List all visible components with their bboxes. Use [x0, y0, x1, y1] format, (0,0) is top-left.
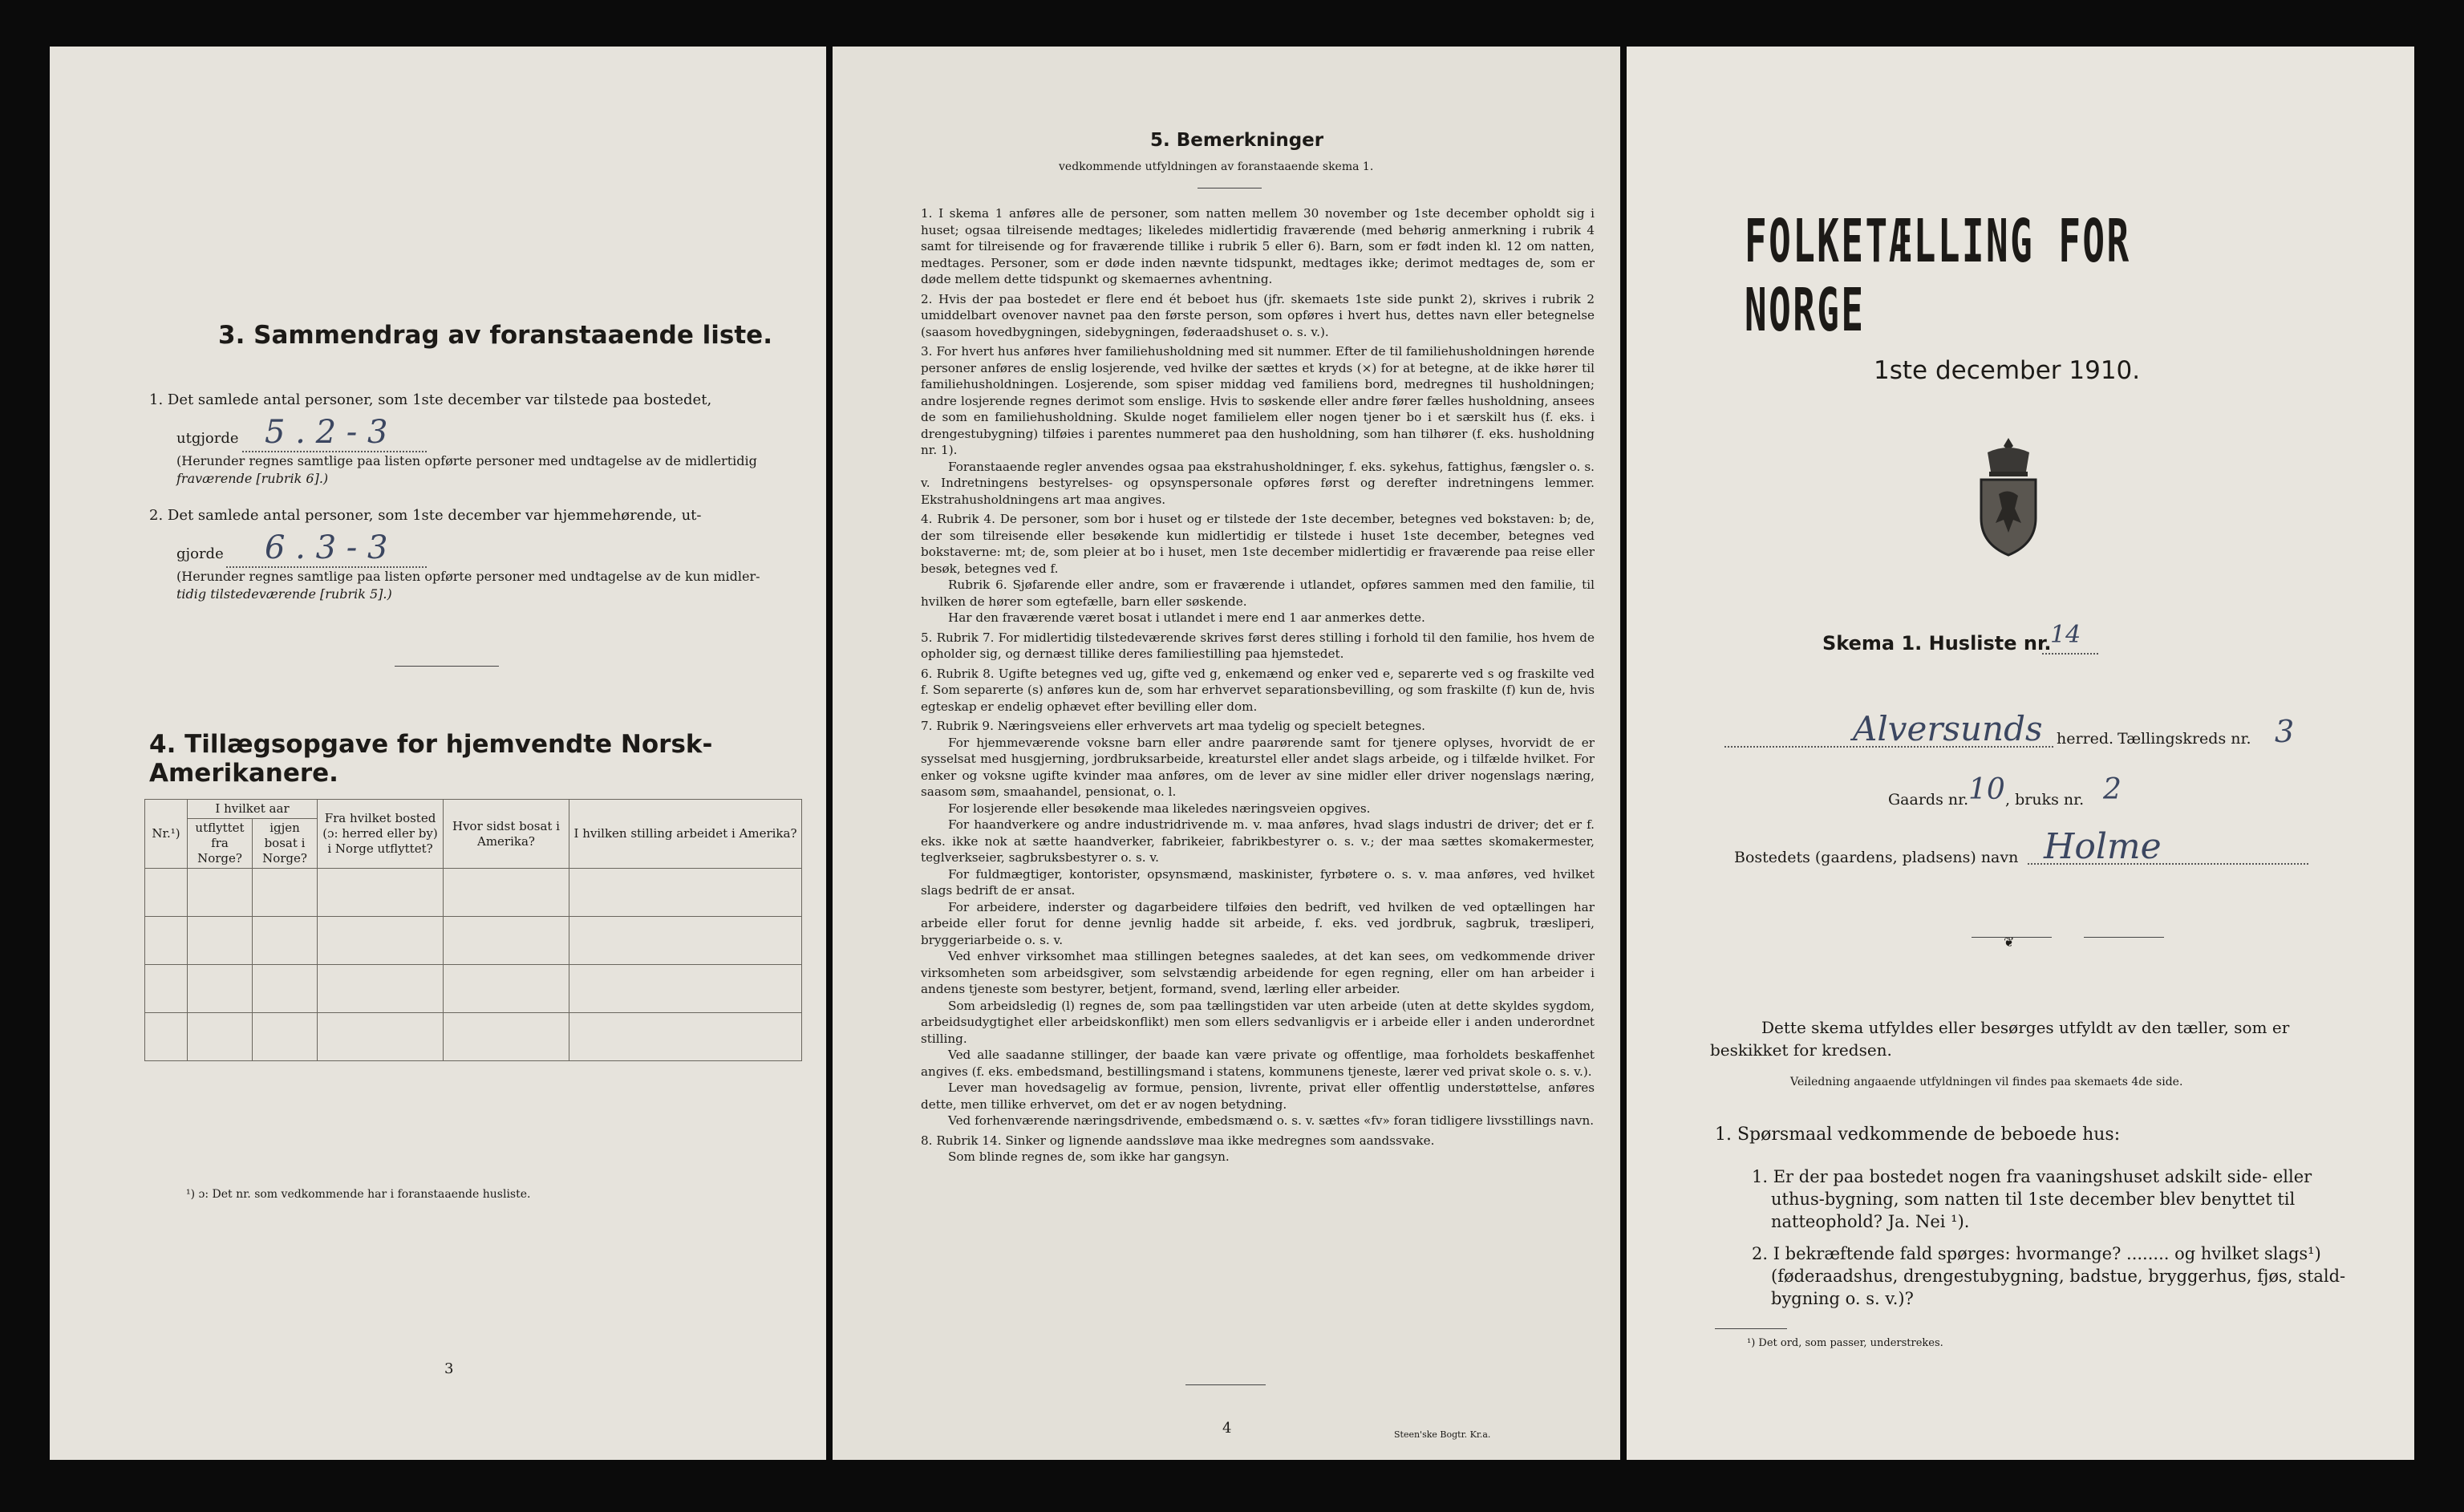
bemerkning-paragraph: Som arbeidsledig (l) regnes de, som paa tællingstiden var uten arbeide (uten at dette skyldes sygdom, arbeidsudygtighet eller arbeidskonflikt) men som ellers sedvanligvis er i arbeide eller i anden underordnet stilling.	[921, 998, 1595, 1046]
item2-handwritten-value: 6 . 3 - 3	[265, 529, 388, 566]
bruks-label: , bruks nr.	[2005, 791, 2085, 809]
divider	[2084, 937, 2164, 938]
census-title: FOLKETÆLLING FOR NORGE	[1745, 207, 2131, 345]
bemerkninger-text	[921, 202, 1595, 1165]
item2-note-2: tidig tilstedeværende [rubrik 5].)	[176, 586, 392, 602]
kreds-label: Tællingskreds nr.	[2118, 730, 2251, 748]
question-1-line-3: natteophold? Ja. Nei ¹).	[1771, 1212, 1970, 1231]
bosted-label: Bostedets (gaardens, pladsens) navn	[1734, 849, 2019, 866]
kreds-value: 3	[2275, 714, 2295, 749]
item1-handwritten-value: 5 . 2 - 3	[265, 414, 388, 451]
bemerkning-paragraph: 1. I skema 1 anføres alle de personer, som natten mellem 30 november og 1ste december opholdt sig i huset; ogsaa tilreisende medtages; likeledes midlertidig fraværende (med behørig anmerkning i rubrik 4 samt for tilreisende og for fraværende tillike i rubrik 5 eller 6). Barn, som er født inden kl. 12 om natten, medtages. Personer, som er døde inden nævnte tidspunkt, medtages ikke; derimot medtages de, som er døde mellem dette tidspunkt og skemaernes avhentning.	[921, 206, 1595, 286]
bemerkning-paragraph: Ved enhver virksomhet maa stillingen betegnes saaledes, at det kan sees, om vedkommende driver virksomheten som arbeidsgiver, som selvstændig arbeidende for egen regning, eller om han arbeider i andens tjeneste som bestyrer, betjent, formand, svend, lærling eller arbeider.	[921, 949, 1595, 996]
bemerkninger-subtitle: vedkommende utfyldningen av foranstaaende skema 1.	[1059, 160, 1374, 173]
item1-note-2: fraværende [rubrik 6].)	[176, 471, 329, 486]
skema-label: Skema 1. Husliste nr.	[1822, 632, 2052, 655]
info-line-3: Veiledning angaaende utfyldningen vil findes paa skemaets 4de side.	[1790, 1076, 2183, 1088]
divider	[1715, 1328, 1787, 1329]
bemerkning-paragraph: Som blinde regnes de, som ikke har gangsyn.	[948, 1149, 1230, 1164]
page-number: 3	[444, 1360, 454, 1377]
bemerkning-paragraph: Foranstaaende regler anvendes ogsaa paa ekstrahusholdninger, f. eks. sykehus, fattighus, fængsler o. s. v. Indretningens bestyrelses- og opsynspersonale opføres først og derefter indretningens lemmer. Ekstrahusholdningens art maa angives.	[921, 459, 1595, 507]
left-page	[50, 47, 826, 1460]
bemerkning-paragraph: 3. For hvert hus anføres hver familiehusholdning med sit nummer. Efter de til familiehusholdningen hørende personer anføres de enslig losjerende, ved hvilke der sættes et kryds (×) for at betegne, at de ikke hører til familiehusholdningen. Losjerende, som spiser middag ved familiens bord, medregnes til husholdningen; andre losjerende regnes derimot som enslige. Hvis to søskende eller andre fører fælles husholdning, ansees de som en familiehusholdning. Skulde noget familielem eller nogen tjener bo i et særskilt hus (f. eks. i drengestubygning) tilføies i parentes nummeret paa den husholdning, som han tilhører (f. eks. husholdning nr. 1).	[921, 344, 1595, 457]
bemerkning-paragraph: 5. Rubrik 7. For midlertidig tilstedeværende skrives først deres stilling i forhold til den familie, hos hvem de opholder sig, og dernæst tillike deres familiestilling paa hjemstedet.	[921, 630, 1595, 661]
question-1-line-2: uthus-bygning, som natten til 1ste december blev benyttet til	[1771, 1190, 2296, 1209]
middle-page	[833, 47, 1620, 1460]
bemerkning-paragraph: 6. Rubrik 8. Ugifte betegnes ved ug, gifte ved g, enkemænd og enker ved e, separerte ved s og fraskilte ved f. Som separerte (s) anføres kun de, som har erhvervet separationsbevilling, og som fraskilte (f) kun de, hvis egteskap er endelig ophævet efter bevilling eller dom.	[921, 666, 1595, 714]
divider	[395, 666, 499, 667]
info-line-1: Dette skema utfyldes eller besørges utfyldt av den tæller, som er	[1761, 1018, 2290, 1037]
header-nr: Nr.¹)	[145, 800, 188, 869]
husliste-dotted-line	[2042, 650, 2098, 655]
bemerkning-paragraph: Rubrik 6. Sjøfarende eller andre, som er fraværende i utlandet, opføres sammen med den familie, til hvilken de hører som egtefælle, barn eller søskende.	[921, 578, 1595, 609]
census-date: 1ste december 1910.	[1874, 356, 2141, 385]
table-row	[145, 1013, 802, 1061]
bemerkning-paragraph: Har den fraværende været bosat i utlandet i mere end 1 aar anmerkes dette.	[948, 610, 1425, 625]
herred-label: herred.	[2057, 730, 2114, 748]
question-2-line-3: bygning o. s. v.)?	[1771, 1289, 1914, 1308]
question-2-line-1: 2. I bekræftende fald spørges: hvormange? ........ og hvilket slags¹)	[1752, 1244, 2321, 1263]
header-bosted: Fra hvilket bosted (ɔ: herred eller by) i Norge utflyttet?	[318, 800, 444, 869]
bemerkning-paragraph: Ved forhenværende næringsdrivende, embedsmænd o. s. v. sættes «fv» foran tidligere livsstillings navn.	[948, 1113, 1595, 1128]
bemerkninger-title: 5. Bemerkninger	[1150, 130, 1324, 151]
table-row	[145, 869, 802, 917]
item2-text: 2. Det samlede antal personer, som 1ste december var hjemmehørende, ut-	[149, 507, 702, 524]
table-row	[145, 917, 802, 965]
header-igjen-bosat: igjen bosat i Norge?	[253, 819, 318, 869]
section4-title: 4. Tillægsopgave for hjemvendte Norsk-Amerikanere.	[149, 730, 713, 788]
bosted-value: Holme	[2044, 826, 2162, 867]
table-footnote: ¹) ɔ: Det nr. som vedkommende har i foranstaaende husliste.	[186, 1188, 531, 1201]
page-number: 4	[1222, 1420, 1232, 1437]
item2-note: (Herunder regnes samtlige paa listen opførte personer med undtagelse av de kun midler-	[176, 569, 760, 584]
divider	[1185, 1384, 1266, 1385]
question-1-line-1: 1. Er der paa bostedet nogen fra vaaningshuset adskilt side- eller	[1752, 1167, 2312, 1186]
questions-heading: 1. Spørsmaal vedkommende de beboede hus:	[1715, 1125, 2121, 1145]
item1-text: 1. Det samlede antal personer, som 1ste december var tilstede paa bostedet,	[149, 391, 712, 408]
table-row	[145, 965, 802, 1013]
bemerkning-paragraph: 2. Hvis der paa bostedet er flere end ét beboet hus (jfr. skemaets 1ste side punkt 2), skrives i rubrik 2 umiddelbart ovenover navnet paa den første person, som opføres i hvert hus, dettes navn eller betegnelse (saasom hovedbygningen, sidebygningen, føderaadshuset o. s. v.).	[921, 291, 1595, 339]
bemerkning-paragraph: For arbeidere, inderster og dagarbeidere tilføies den bedrift, ved hvilken de ved optællingen har arbeide eller forut for denne jevnlig hadde sit arbeide, f. eks. ved jordbruk, sagbruk, træsliperi, bryggeriarbeide o. s. v.	[921, 899, 1595, 947]
item2-label: gjorde	[176, 545, 224, 562]
norsk-amerikanere-table	[144, 799, 802, 1061]
section3-title: 3. Sammendrag av foranstaaende liste.	[218, 321, 772, 350]
item1-note: (Herunder regnes samtlige paa listen opførte personer med undtagelse av de midlertidig	[176, 453, 757, 468]
coat-of-arms-icon	[1970, 435, 2047, 558]
bemerkning-paragraph: For haandverkere og andre industridrivende m. v. maa anføres, hvad slags industri de driver; det er f. eks. ikke nok at sætte haandverker, fabrikeier, fabrikbestyrer o. s. v.; der maa sættes skomakermester, teglverkseier, sagbruksbestyrer o. s. v.	[921, 817, 1595, 865]
gaards-value: 10	[1968, 773, 2005, 806]
printer-imprint: Steen'ske Bogtr. Kr.a.	[1394, 1429, 1491, 1440]
gaards-label: Gaards nr.	[1888, 791, 1969, 809]
bemerkning-paragraph: For hjemmeværende voksne barn eller andre paarørende samt for tjenere oplyses, hvorvidt de er sysselsat med husgjerning, jordbruksarbeide, kreaturstel eller andet slags arbeide, og i tilfælde hvilket. For enker og voksne ugifte kvinder maa anføres, om de lever av sine midler eller driver nogenslags næring, saasom søm, smaahandel, pensionat, o. l.	[921, 735, 1595, 799]
husliste-number: 14	[2050, 621, 2081, 649]
right-footnote: ¹) Det ord, som passer, understrekes.	[1747, 1337, 1943, 1349]
bruks-value: 2	[2103, 773, 2122, 806]
info-line-2: beskikket for kredsen.	[1710, 1040, 1892, 1060]
bemerkning-paragraph: For fuldmægtiger, kontorister, opsynsmænd, maskinister, fyrbøtere o. s. v. maa anføres, ved hvilket slags bedrift de er ansat.	[921, 866, 1595, 898]
bemerkning-paragraph: Lever man hovedsagelig av formue, pension, livrente, privat eller offentlig understøttelse, anføres dette, men tillike erhvervet, om det er av nogen betydning.	[921, 1080, 1595, 1112]
header-sidst-bosat: Hvor sidst bosat i Amerika?	[444, 800, 569, 869]
bemerkning-paragraph: 7. Rubrik 9. Næringsveiens eller erhvervets art maa tydelig og specielt betegnes.	[921, 719, 1425, 733]
bemerkning-paragraph: Ved alle saadanne stillinger, der baade kan være private og offentlige, maa forholdets beskaffenhet angives (f. eks. embedsmand, bestillingsmand i statens, kommunens tjeneste, lærer ved privat skole o. s. v.).	[921, 1048, 1595, 1079]
right-page	[1627, 47, 2414, 1460]
header-utflyttet: utflyttet fra Norge?	[188, 819, 253, 869]
bemerkning-paragraph: 8. Rubrik 14. Sinker og lignende aandssløve maa ikke medregnes som aandssvake.	[921, 1133, 1435, 1148]
bemerkning-paragraph: 4. Rubrik 4. De personer, som bor i huset og er tilstede der 1ste december, betegnes ved bokstaven: b; de, der som tilreisende eller besøkende kun midlertidig er tilstede i huset 1ste december, betegnes ved bokstaverne: mt; de, som pleier at bo i huset, men 1ste december midlertidig er fraværende paa reise eller besøk, betegnes ved f.	[921, 512, 1595, 576]
item1-label: utgjorde	[176, 430, 239, 447]
bemerkning-paragraph: For losjerende eller besøkende maa likeledes næringsveien opgives.	[948, 801, 1371, 816]
header-year-group: I hvilket aar	[188, 800, 318, 819]
question-2-line-2: (føderaadshus, drengestubygning, badstue, bryggerhus, fjøs, stald-	[1771, 1267, 2346, 1286]
ornament-icon: ❦	[2004, 934, 2015, 950]
herred-value: Alversunds	[1853, 709, 2043, 748]
header-stilling: I hvilken stilling arbeidet i Amerika?	[569, 800, 802, 869]
